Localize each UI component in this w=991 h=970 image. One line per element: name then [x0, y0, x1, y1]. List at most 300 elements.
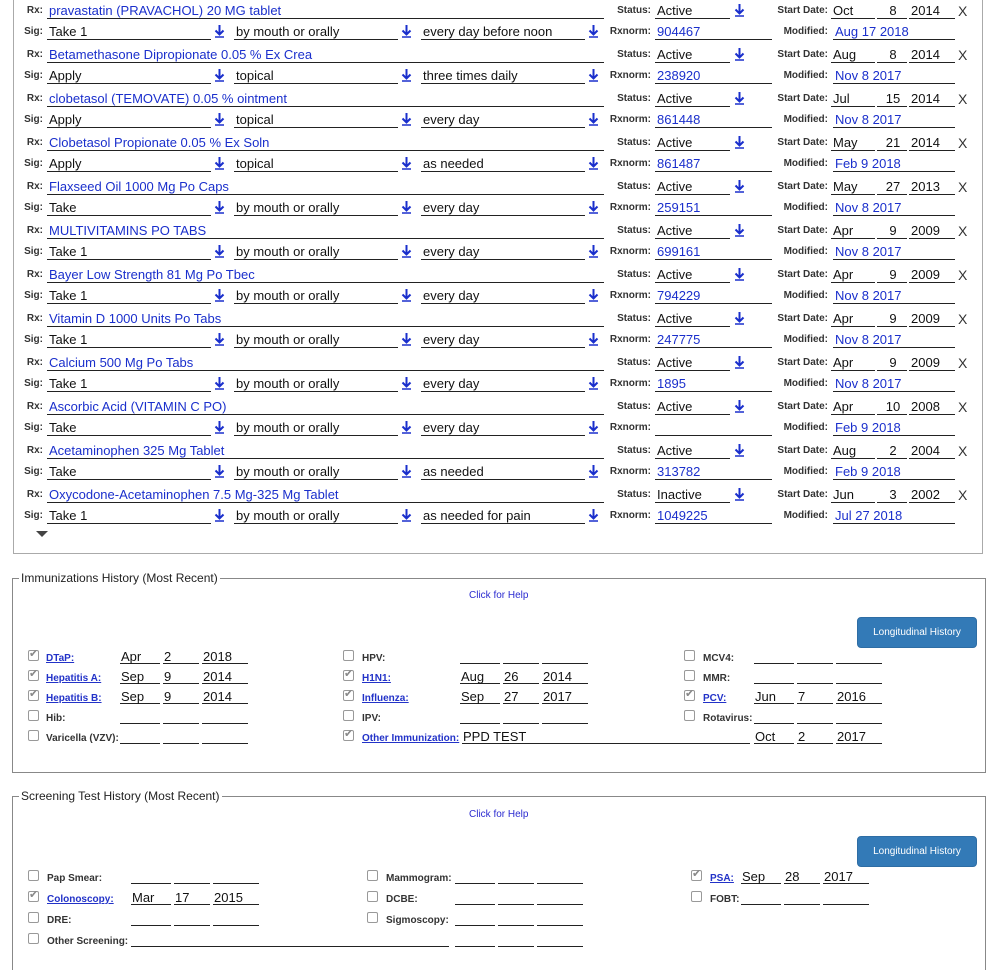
status-dropdown-arrow-icon[interactable]: [734, 311, 745, 325]
sig-action-field[interactable]: Take 1: [47, 332, 211, 348]
medication-name-field[interactable]: MULTIVITAMINS PO TABS: [47, 223, 604, 239]
start-month-field[interactable]: Apr: [831, 355, 875, 371]
start-year-field[interactable]: 2014: [909, 135, 955, 151]
start-month-field[interactable]: Apr: [831, 311, 875, 327]
dtap-checkbox[interactable]: [28, 650, 39, 661]
status-dropdown-arrow-icon[interactable]: [734, 267, 745, 281]
hib-day-field[interactable]: [163, 710, 199, 724]
pcv-month-field[interactable]: Jun: [754, 690, 794, 704]
remove-medication-button[interactable]: X: [958, 91, 968, 107]
mammogram-checkbox[interactable]: [367, 870, 378, 881]
mcv4-checkbox[interactable]: [684, 650, 695, 661]
status-select[interactable]: Active: [655, 443, 730, 459]
route-field[interactable]: by mouth or orally: [234, 244, 398, 260]
hib-year-field[interactable]: [202, 710, 248, 724]
rotavirus-month-field[interactable]: [754, 710, 794, 724]
sig-dropdown-arrow-icon[interactable]: [214, 24, 225, 38]
status-select[interactable]: Active: [655, 91, 730, 107]
start-year-field[interactable]: 2004: [909, 443, 955, 459]
start-year-field[interactable]: 2009: [909, 311, 955, 327]
remove-medication-button[interactable]: X: [958, 223, 968, 239]
sig-action-field[interactable]: Take 1: [47, 376, 211, 392]
sig-action-field[interactable]: Take 1: [47, 24, 211, 40]
medication-name-field[interactable]: Oxycodone-Acetaminophen 7.5 Mg-325 Mg Tablet: [47, 487, 604, 503]
sig-label: Sig:: [24, 246, 43, 257]
colonoscopy-day-field[interactable]: 17: [174, 891, 210, 905]
sigmoscopy-label: Sigmoscopy:: [386, 915, 449, 926]
modified-date-field[interactable]: Feb 9 2018: [833, 420, 955, 436]
sig-action-field[interactable]: Take 1: [47, 244, 211, 260]
sigmoscopy-year-field[interactable]: [537, 912, 583, 926]
mcv4-day-field[interactable]: [797, 650, 833, 664]
start-month-field[interactable]: Apr: [831, 399, 875, 415]
start-year-field[interactable]: 2014: [909, 3, 955, 19]
dtap-month-field[interactable]: Apr: [120, 650, 160, 664]
medication-name-field[interactable]: Ascorbic Acid (VITAMIN C PO): [47, 399, 604, 415]
hepatitis-a-year-field[interactable]: 2014: [202, 670, 248, 684]
varicella-vzv-year-field[interactable]: [202, 730, 248, 744]
h1n1-year-field[interactable]: 2014: [542, 670, 588, 684]
sig-action-field[interactable]: Apply: [47, 112, 211, 128]
status-dropdown-arrow-icon[interactable]: [734, 487, 745, 501]
start-year-field[interactable]: 2013: [909, 179, 955, 195]
pcv-day-field[interactable]: 7: [797, 690, 833, 704]
start-month-field[interactable]: May: [831, 135, 875, 151]
hepatitis-b-label[interactable]: Hepatitis B:: [46, 693, 102, 704]
route-dropdown-arrow-icon[interactable]: [401, 200, 412, 214]
start-month-field[interactable]: Apr: [831, 223, 875, 239]
pcv-year-field[interactable]: 2016: [836, 690, 882, 704]
other-screening-text-field[interactable]: [131, 933, 449, 947]
start-day-field[interactable]: 8: [877, 3, 907, 19]
sig-dropdown-arrow-icon[interactable]: [214, 288, 225, 302]
status-select[interactable]: Active: [655, 3, 730, 19]
route-dropdown-arrow-icon[interactable]: [401, 68, 412, 82]
dre-year-field[interactable]: [213, 912, 259, 926]
medication-name-field[interactable]: Clobetasol Propionate 0.05 % Ex Soln: [47, 135, 604, 151]
rxnorm-label: Rxnorm:: [609, 334, 651, 345]
sig-action-field[interactable]: Take 1: [47, 508, 211, 524]
modified-label: Modified:: [783, 70, 828, 81]
hepatitis-b-day-field[interactable]: 9: [163, 690, 199, 704]
colonoscopy-label[interactable]: Colonoscopy:: [47, 894, 114, 905]
modified-date-field[interactable]: Feb 9 2018: [833, 464, 955, 480]
status-dropdown-arrow-icon[interactable]: [734, 91, 745, 105]
status-dropdown-arrow-icon[interactable]: [734, 223, 745, 237]
route-field[interactable]: topical: [234, 156, 398, 172]
mammogram-label: Mammogram:: [386, 873, 452, 884]
other-immunization-month-field[interactable]: Oct: [754, 730, 794, 744]
fobt-month-field[interactable]: [741, 891, 781, 905]
pcv-label[interactable]: PCV:: [703, 693, 727, 704]
status-select[interactable]: Active: [655, 179, 730, 195]
other-immunization-checkbox[interactable]: [343, 730, 354, 741]
dcbe-year-field[interactable]: [537, 891, 583, 905]
psa-month-field[interactable]: Sep: [741, 870, 781, 884]
dcbe-day-field[interactable]: [498, 891, 534, 905]
mammogram-day-field[interactable]: [498, 870, 534, 884]
frequency-field[interactable]: every day: [421, 244, 585, 260]
status-select[interactable]: Active: [655, 355, 730, 371]
ipv-year-field[interactable]: [542, 710, 588, 724]
dre-checkbox[interactable]: [28, 912, 39, 923]
status-select[interactable]: Active: [655, 267, 730, 283]
status-dropdown-arrow-icon[interactable]: [734, 443, 745, 457]
route-field[interactable]: by mouth or orally: [234, 420, 398, 436]
medication-name-field[interactable]: pravastatin (PRAVACHOL) 20 MG tablet: [47, 3, 604, 19]
expand-caret-icon[interactable]: [36, 531, 48, 537]
frequency-field[interactable]: every day: [421, 376, 585, 392]
start-year-field[interactable]: 2008: [909, 399, 955, 415]
modified-date-field[interactable]: Aug 17 2018: [833, 24, 955, 40]
rxnorm-field[interactable]: 904467: [655, 24, 772, 40]
rotavirus-day-field[interactable]: [797, 710, 833, 724]
pap-smear-day-field[interactable]: [174, 870, 210, 884]
start-month-field[interactable]: Jun: [831, 487, 875, 503]
hepatitis-b-year-field[interactable]: 2014: [202, 690, 248, 704]
hib-month-field[interactable]: [120, 710, 160, 724]
ipv-day-field[interactable]: [503, 710, 539, 724]
start-day-field[interactable]: 3: [877, 487, 907, 503]
modified-date-field[interactable]: Nov 8 2017: [833, 288, 955, 304]
route-field[interactable]: by mouth or orally: [234, 464, 398, 480]
route-field[interactable]: by mouth or orally: [234, 332, 398, 348]
status-select[interactable]: Active: [655, 135, 730, 151]
other-immunization-label[interactable]: Other Immunization:: [362, 733, 460, 744]
start-day-field[interactable]: 2: [877, 443, 907, 459]
status-dropdown-arrow-icon[interactable]: [734, 399, 745, 413]
other-immunization-day-field[interactable]: 2: [797, 730, 833, 744]
sig-action-field[interactable]: Apply: [47, 68, 211, 84]
hepatitis-b-checkbox[interactable]: [28, 690, 39, 701]
frequency-field[interactable]: as needed: [421, 464, 585, 480]
route-dropdown-arrow-icon[interactable]: [401, 420, 412, 434]
route-field[interactable]: by mouth or orally: [234, 200, 398, 216]
h1n1-checkbox[interactable]: [343, 670, 354, 681]
medication-name-field[interactable]: Bayer Low Strength 81 Mg Po Tbec: [47, 267, 604, 283]
other-screening-year-field[interactable]: [537, 933, 583, 947]
status-select[interactable]: Active: [655, 399, 730, 415]
other-screening-label: Other Screening:: [47, 936, 129, 947]
pap-smear-label: Pap Smear:: [47, 873, 103, 884]
remove-medication-button[interactable]: X: [958, 47, 968, 63]
status-select[interactable]: Active: [655, 311, 730, 327]
sig-dropdown-arrow-icon[interactable]: [214, 332, 225, 346]
psa-day-field[interactable]: 28: [784, 870, 820, 884]
rxnorm-field[interactable]: 238920: [655, 68, 772, 84]
route-dropdown-arrow-icon[interactable]: [401, 112, 412, 126]
sig-dropdown-arrow-icon[interactable]: [214, 508, 225, 522]
status-dropdown-arrow-icon[interactable]: [734, 355, 745, 369]
route-field[interactable]: topical: [234, 68, 398, 84]
rotavirus-checkbox[interactable]: [684, 710, 695, 721]
medication-name-field[interactable]: Flaxseed Oil 1000 Mg Po Caps: [47, 179, 604, 195]
frequency-field[interactable]: every day: [421, 112, 585, 128]
psa-label[interactable]: PSA:: [710, 873, 734, 884]
route-field[interactable]: by mouth or orally: [234, 508, 398, 524]
hepatitis-a-checkbox[interactable]: [28, 670, 39, 681]
pap-smear-checkbox[interactable]: [28, 870, 39, 881]
screening-help-link[interactable]: Click for Help: [469, 809, 529, 820]
route-dropdown-arrow-icon[interactable]: [401, 24, 412, 38]
status-label: Status:: [617, 489, 651, 500]
ipv-checkbox[interactable]: [343, 710, 354, 721]
route-field[interactable]: by mouth or orally: [234, 288, 398, 304]
start-month-field[interactable]: May: [831, 179, 875, 195]
status-dropdown-arrow-icon[interactable]: [734, 3, 745, 17]
route-dropdown-arrow-icon[interactable]: [401, 376, 412, 390]
status-select[interactable]: Inactive: [655, 487, 730, 503]
status-select[interactable]: Active: [655, 47, 730, 63]
hpv-year-field[interactable]: [542, 650, 588, 664]
h1n1-day-field[interactable]: 26: [503, 670, 539, 684]
influenza-year-field[interactable]: 2017: [542, 690, 588, 704]
sig-action-field[interactable]: Take: [47, 464, 211, 480]
frequency-field[interactable]: as needed for pain: [421, 508, 585, 524]
hepatitis-a-month-field[interactable]: Sep: [120, 670, 160, 684]
sig-action-field[interactable]: Apply: [47, 156, 211, 172]
start-year-field[interactable]: 2014: [909, 47, 955, 63]
sig-dropdown-arrow-icon[interactable]: [214, 244, 225, 258]
start-year-field[interactable]: 2002: [909, 487, 955, 503]
rxnorm-label: Rxnorm:: [609, 290, 651, 301]
influenza-checkbox[interactable]: [343, 690, 354, 701]
sigmoscopy-day-field[interactable]: [498, 912, 534, 926]
frequency-field[interactable]: every day: [421, 200, 585, 216]
start-day-field[interactable]: 21: [877, 135, 907, 151]
immunizations-help-link[interactable]: Click for Help: [469, 590, 529, 601]
frequency-field[interactable]: as needed: [421, 156, 585, 172]
start-day-field[interactable]: 9: [877, 355, 907, 371]
status-label: Status:: [617, 5, 651, 16]
rxnorm-field[interactable]: 313782: [655, 464, 772, 480]
dre-month-field[interactable]: [131, 912, 171, 926]
sig-action-field[interactable]: Take: [47, 200, 211, 216]
route-dropdown-arrow-icon[interactable]: [401, 508, 412, 522]
remove-medication-button[interactable]: X: [958, 267, 968, 283]
mmr-checkbox[interactable]: [684, 670, 695, 681]
sig-dropdown-arrow-icon[interactable]: [214, 376, 225, 390]
hepatitis-b-month-field[interactable]: Sep: [120, 690, 160, 704]
hpv-month-field[interactable]: [460, 650, 500, 664]
start-day-field[interactable]: 15: [877, 91, 907, 107]
h1n1-month-field[interactable]: Aug: [460, 670, 500, 684]
pap-smear-month-field[interactable]: [131, 870, 171, 884]
remove-medication-button[interactable]: X: [958, 3, 968, 19]
hpv-day-field[interactable]: [503, 650, 539, 664]
medication-name-field[interactable]: Calcium 500 Mg Po Tabs: [47, 355, 604, 371]
start-year-field[interactable]: 2009: [909, 223, 955, 239]
medication-name-field[interactable]: clobetasol (TEMOVATE) 0.05 % ointment: [47, 91, 604, 107]
hpv-checkbox[interactable]: [343, 650, 354, 661]
other-immunization-year-field[interactable]: 2017: [836, 730, 882, 744]
sig-action-field[interactable]: Take 1: [47, 288, 211, 304]
modified-date-field[interactable]: Nov 8 2017: [833, 244, 955, 260]
route-dropdown-arrow-icon[interactable]: [401, 244, 412, 258]
psa-checkbox[interactable]: [691, 870, 702, 881]
colonoscopy-month-field[interactable]: Mar: [131, 891, 171, 905]
rx-label: Rx:: [26, 269, 43, 280]
sig-dropdown-arrow-icon[interactable]: [214, 464, 225, 478]
dtap-day-field[interactable]: 2: [163, 650, 199, 664]
frequency-field[interactable]: every day before noon: [421, 24, 585, 40]
modified-date-field[interactable]: Nov 8 2017: [833, 200, 955, 216]
other-immunization-text-field[interactable]: PPD TEST: [462, 730, 750, 744]
medication-name-field[interactable]: Acetaminophen 325 Mg Tablet: [47, 443, 604, 459]
start-date-label: Start Date:: [777, 357, 828, 368]
mammogram-year-field[interactable]: [537, 870, 583, 884]
route-dropdown-arrow-icon[interactable]: [401, 288, 412, 302]
modified-date-field[interactable]: Nov 8 2017: [833, 68, 955, 84]
immunizations-longitudinal-history-button[interactable]: Longitudinal History: [857, 617, 977, 648]
fobt-day-field[interactable]: [784, 891, 820, 905]
immunizations-title: Immunizations History (Most Recent): [21, 571, 218, 585]
remove-medication-button[interactable]: X: [958, 311, 968, 327]
fobt-checkbox[interactable]: [691, 891, 702, 902]
route-field[interactable]: by mouth or orally: [234, 24, 398, 40]
modified-date-field[interactable]: Feb 9 2018: [833, 156, 955, 172]
remove-medication-button[interactable]: X: [958, 443, 968, 459]
start-day-field[interactable]: 8: [877, 47, 907, 63]
route-dropdown-arrow-icon[interactable]: [401, 332, 412, 346]
sigmoscopy-month-field[interactable]: [455, 912, 495, 926]
route-field[interactable]: by mouth or orally: [234, 376, 398, 392]
remove-medication-button[interactable]: X: [958, 487, 968, 503]
mcv4-year-field[interactable]: [836, 650, 882, 664]
start-month-field[interactable]: Aug: [831, 443, 875, 459]
influenza-month-field[interactable]: Sep: [460, 690, 500, 704]
varicella-vzv-day-field[interactable]: [163, 730, 199, 744]
mammogram-month-field[interactable]: [455, 870, 495, 884]
sig-dropdown-arrow-icon[interactable]: [214, 420, 225, 434]
sig-label: Sig:: [24, 70, 43, 81]
modified-date-field[interactable]: Nov 8 2017: [833, 332, 955, 348]
start-month-field[interactable]: Oct: [831, 3, 875, 19]
status-label: Status:: [617, 181, 651, 192]
pap-smear-year-field[interactable]: [213, 870, 259, 884]
start-year-field[interactable]: 2014: [909, 91, 955, 107]
sig-action-field[interactable]: Take: [47, 420, 211, 436]
ipv-month-field[interactable]: [460, 710, 500, 724]
rxnorm-field[interactable]: 794229: [655, 288, 772, 304]
hepatitis-a-day-field[interactable]: 9: [163, 670, 199, 684]
rxnorm-field[interactable]: 1895: [655, 376, 772, 392]
remove-medication-button[interactable]: X: [958, 355, 968, 371]
status-select[interactable]: Active: [655, 223, 730, 239]
rxnorm-field[interactable]: 259151: [655, 200, 772, 216]
frequency-field[interactable]: three times daily: [421, 68, 585, 84]
modified-date-field[interactable]: Nov 8 2017: [833, 112, 955, 128]
other-screening-month-field[interactable]: [455, 933, 495, 947]
status-label: Status:: [617, 401, 651, 412]
rxnorm-field[interactable]: 699161: [655, 244, 772, 260]
status-dropdown-arrow-icon[interactable]: [734, 47, 745, 61]
start-day-field[interactable]: 9: [877, 311, 907, 327]
start-day-field[interactable]: 9: [877, 267, 907, 283]
dcbe-month-field[interactable]: [455, 891, 495, 905]
medication-name-field[interactable]: Betamethasone Dipropionate 0.05 % Ex Crea: [47, 47, 604, 63]
other-screening-checkbox[interactable]: [28, 933, 39, 944]
varicella-vzv-checkbox[interactable]: [28, 730, 39, 741]
start-year-field[interactable]: 2009: [909, 267, 955, 283]
start-day-field[interactable]: 9: [877, 223, 907, 239]
remove-medication-button[interactable]: X: [958, 179, 968, 195]
start-month-field[interactable]: Jul: [831, 91, 875, 107]
mmr-year-field[interactable]: [836, 670, 882, 684]
sig-dropdown-arrow-icon[interactable]: [214, 156, 225, 170]
rxnorm-field[interactable]: 861448: [655, 112, 772, 128]
start-day-field[interactable]: 27: [877, 179, 907, 195]
dtap-label[interactable]: DTaP:: [46, 653, 75, 664]
influenza-day-field[interactable]: 27: [503, 690, 539, 704]
start-year-field[interactable]: 2009: [909, 355, 955, 371]
sig-label: Sig:: [24, 290, 43, 301]
colonoscopy-checkbox[interactable]: [28, 891, 39, 902]
rx-label: Rx:: [26, 313, 43, 324]
rxnorm-label: Rxnorm:: [609, 26, 651, 37]
start-date-label: Start Date:: [777, 181, 828, 192]
sigmoscopy-checkbox[interactable]: [367, 912, 378, 923]
route-dropdown-arrow-icon[interactable]: [401, 156, 412, 170]
mmr-day-field[interactable]: [797, 670, 833, 684]
frequency-field[interactable]: every day: [421, 332, 585, 348]
rxnorm-field[interactable]: [655, 420, 772, 436]
dcbe-checkbox[interactable]: [367, 891, 378, 902]
sig-dropdown-arrow-icon[interactable]: [214, 200, 225, 214]
dre-day-field[interactable]: [174, 912, 210, 926]
colonoscopy-year-field[interactable]: 2015: [213, 891, 259, 905]
pcv-checkbox[interactable]: [684, 690, 695, 701]
hib-checkbox[interactable]: [28, 710, 39, 721]
rxnorm-field[interactable]: 247775: [655, 332, 772, 348]
modified-date-field[interactable]: Jul 27 2018: [833, 508, 955, 524]
mmr-month-field[interactable]: [754, 670, 794, 684]
route-field[interactable]: topical: [234, 112, 398, 128]
sig-dropdown-arrow-icon[interactable]: [214, 68, 225, 82]
medication-name-field[interactable]: Vitamin D 1000 Units Po Tabs: [47, 311, 604, 327]
other-screening-day-field[interactable]: [498, 933, 534, 947]
rotavirus-year-field[interactable]: [836, 710, 882, 724]
modified-date-field[interactable]: Nov 8 2017: [833, 376, 955, 392]
status-dropdown-arrow-icon[interactable]: [734, 135, 745, 149]
remove-medication-button[interactable]: X: [958, 399, 968, 415]
modified-label: Modified:: [783, 246, 828, 257]
frequency-field[interactable]: every day: [421, 420, 585, 436]
rxnorm-field[interactable]: 1049225: [655, 508, 772, 524]
influenza-label[interactable]: Influenza:: [362, 693, 409, 704]
frequency-field[interactable]: every day: [421, 288, 585, 304]
rxnorm-label: Rxnorm:: [609, 202, 651, 213]
h1n1-label[interactable]: H1N1:: [362, 673, 391, 684]
sig-dropdown-arrow-icon[interactable]: [214, 112, 225, 126]
mcv4-month-field[interactable]: [754, 650, 794, 664]
start-day-field[interactable]: 10: [877, 399, 907, 415]
modified-label: Modified:: [783, 26, 828, 37]
rxnorm-field[interactable]: 861487: [655, 156, 772, 172]
start-date-label: Start Date:: [777, 269, 828, 280]
start-month-field[interactable]: Aug: [831, 47, 875, 63]
start-month-field[interactable]: Apr: [831, 267, 875, 283]
status-dropdown-arrow-icon[interactable]: [734, 179, 745, 193]
varicella-vzv-month-field[interactable]: [120, 730, 160, 744]
dtap-year-field[interactable]: 2018: [202, 650, 248, 664]
remove-medication-button[interactable]: X: [958, 135, 968, 151]
hepatitis-a-label[interactable]: Hepatitis A:: [46, 673, 102, 684]
route-dropdown-arrow-icon[interactable]: [401, 464, 412, 478]
psa-year-field[interactable]: 2017: [823, 870, 869, 884]
screening-longitudinal-history-button[interactable]: Longitudinal History: [857, 836, 977, 867]
fobt-year-field[interactable]: [823, 891, 869, 905]
